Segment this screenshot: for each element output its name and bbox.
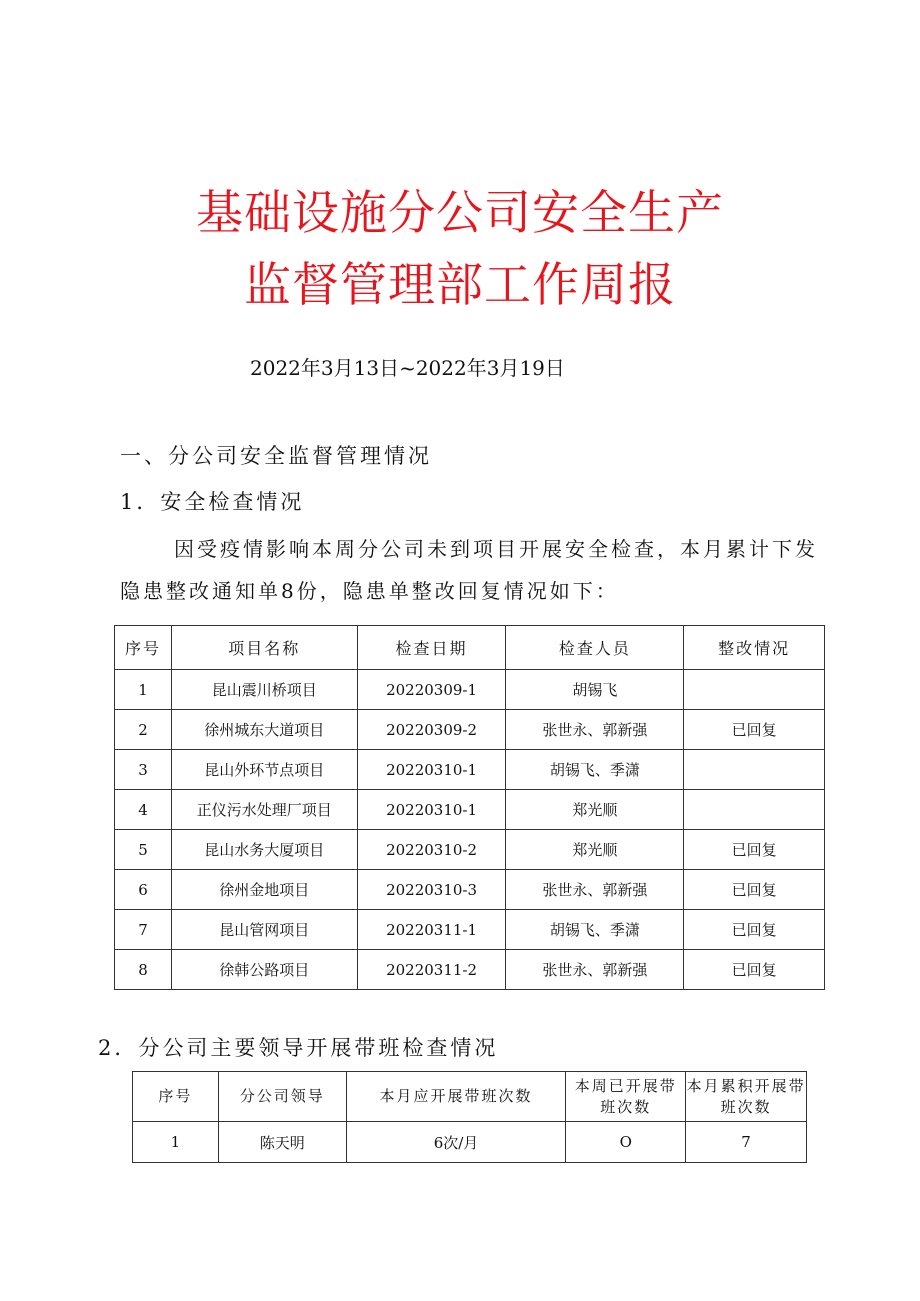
table-cell <box>684 790 825 830</box>
table-cell: 20220311-1 <box>357 910 506 950</box>
column-header: 本周已开展带班次数 <box>566 1072 686 1122</box>
table-cell <box>684 750 825 790</box>
paragraph-line-1: 因受疫情影响本周分公司未到项目开展安全检查，本月累计下发 <box>174 537 818 561</box>
column-header: 分公司领导 <box>218 1072 346 1122</box>
inspection-paragraph <box>120 528 840 612</box>
table-cell: 5 <box>115 830 172 870</box>
table-header-row <box>115 626 825 670</box>
table-cell: 昆山震川桥项目 <box>171 670 357 710</box>
table-cell: 7 <box>115 910 172 950</box>
table-cell: 张世永、郭新强 <box>506 950 684 990</box>
table-cell: 8 <box>115 950 172 990</box>
table-cell: 昆山水务大厦项目 <box>171 830 357 870</box>
table-cell: 1 <box>133 1122 219 1163</box>
table-cell: 已回复 <box>684 910 825 950</box>
column-header: 项目名称 <box>171 626 357 670</box>
table-cell: 20220310-1 <box>357 750 506 790</box>
table-cell: 胡锡飞 <box>506 670 684 710</box>
table-cell: 张世永、郭新强 <box>506 870 684 910</box>
table-cell: O <box>566 1122 686 1163</box>
column-header: 检查日期 <box>357 626 506 670</box>
table-cell: 已回复 <box>684 830 825 870</box>
column-header: 整改情况 <box>684 626 825 670</box>
table-cell: 已回复 <box>684 950 825 990</box>
table-cell: 昆山外环节点项目 <box>171 750 357 790</box>
table-cell: 已回复 <box>684 870 825 910</box>
paragraph-line-2: 隐患整改通知单8份，隐患单整改回复情况如下： <box>120 579 619 603</box>
table-row <box>115 830 825 870</box>
table-cell: 已回复 <box>684 710 825 750</box>
table-row <box>115 910 825 950</box>
table-row <box>115 790 825 830</box>
table-cell: 1 <box>115 670 172 710</box>
table-cell: 陈天明 <box>218 1122 346 1163</box>
table-cell: 7 <box>686 1122 807 1163</box>
leadership-table <box>132 1071 807 1163</box>
inspection-table <box>114 625 825 990</box>
subsection-heading-leadership: 2．分公司主要领导开展带班检查情况 <box>98 1036 499 1060</box>
table-cell: 郑光顺 <box>506 830 684 870</box>
table-cell: 20220310-1 <box>357 790 506 830</box>
table-cell: 20220309-2 <box>357 710 506 750</box>
table-cell: 徐韩公路项目 <box>171 950 357 990</box>
table-cell <box>684 670 825 710</box>
report-title-line2: 监督管理部工作周报 <box>244 258 676 313</box>
table-header-row <box>133 1072 807 1122</box>
table-cell: 20220309-1 <box>357 670 506 710</box>
table-cell: 6 <box>115 870 172 910</box>
table-row <box>133 1122 807 1163</box>
table-cell: 3 <box>115 750 172 790</box>
table-cell: 徐州城东大道项目 <box>171 710 357 750</box>
table-cell: 2 <box>115 710 172 750</box>
column-header: 本月应开展带班次数 <box>346 1072 566 1122</box>
column-header: 检查人员 <box>506 626 684 670</box>
table-cell: 胡锡飞、季潇 <box>506 910 684 950</box>
table-cell: 正仪污水处理厂项目 <box>171 790 357 830</box>
table-row <box>115 870 825 910</box>
table-row <box>115 710 825 750</box>
table-cell: 徐州金地项目 <box>171 870 357 910</box>
table-cell: 6次/月 <box>346 1122 566 1163</box>
table-cell: 20220311-2 <box>357 950 506 990</box>
column-header: 本月累积开展带班次数 <box>686 1072 807 1122</box>
table-cell: 20220310-2 <box>357 830 506 870</box>
column-header: 序号 <box>133 1072 219 1122</box>
table-cell: 张世永、郭新强 <box>506 710 684 750</box>
table-cell: 20220310-3 <box>357 870 506 910</box>
table-row <box>115 750 825 790</box>
subsection-heading-inspection: 1．安全检查情况 <box>120 490 305 514</box>
table-row <box>115 670 825 710</box>
table-cell: 胡锡飞、季潇 <box>506 750 684 790</box>
section-heading-1: 一、分公司安全监督管理情况 <box>120 444 432 468</box>
table-row <box>115 950 825 990</box>
report-title-line1: 基础设施分公司安全生产 <box>196 186 724 241</box>
column-header: 序号 <box>115 626 172 670</box>
table-cell: 4 <box>115 790 172 830</box>
table-cell: 昆山管网项目 <box>171 910 357 950</box>
table-cell: 郑光顺 <box>506 790 684 830</box>
report-date-range: 2022年3月13日~2022年3月19日 <box>250 356 565 380</box>
